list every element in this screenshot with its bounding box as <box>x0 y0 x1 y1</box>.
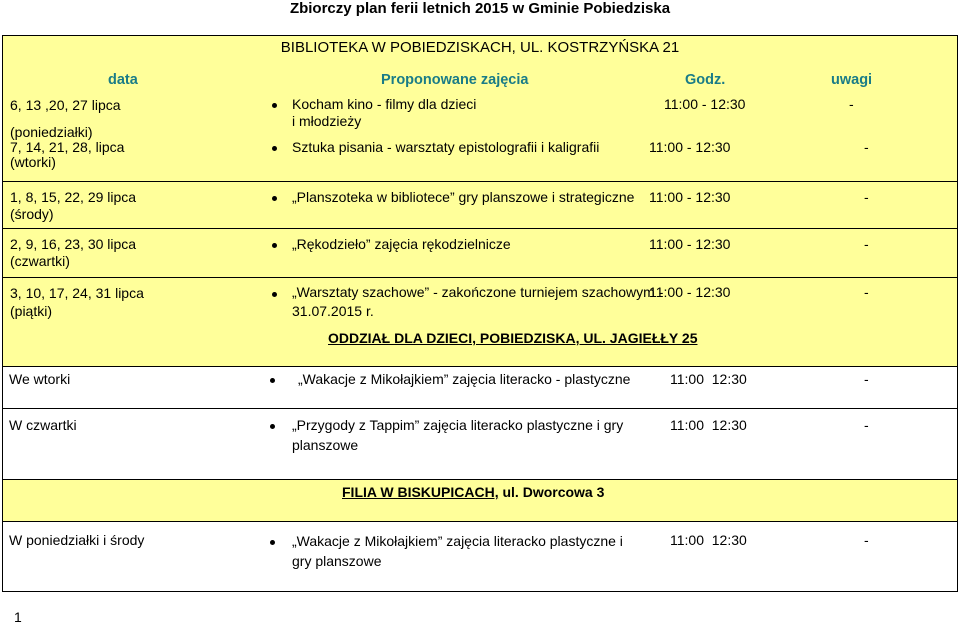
activity-title: „Warsztaty szachowe” - zakończone turniejem szachowym - <box>292 284 664 300</box>
library-section <box>2 35 958 368</box>
bullet-icon <box>272 103 277 108</box>
activity-notes: - <box>864 417 869 433</box>
bullet-icon <box>270 540 275 545</box>
activity-notes: - <box>864 371 869 387</box>
branch-heading-address: ul. Dworcowa 3 <box>498 484 605 500</box>
row-date: W poniedziałki i środy <box>9 532 145 548</box>
activity-time: 11:00 12:30 <box>670 417 747 433</box>
activity-title: „Rękodzieło” zajęcia rękodzielnicze <box>292 236 511 252</box>
activity-title: „Wakacje z Mikołajkiem” zajęcia literacko plastyczne i <box>292 533 623 549</box>
bullet-icon <box>272 196 277 201</box>
row-date: 6, 13 ,20, 27 lipca <box>10 97 121 113</box>
schedule-row <box>2 408 958 481</box>
activity-notes: - <box>864 189 869 205</box>
activity-title: „Przygody z Tappim” zajęcia literacko plastyczne i gry <box>292 417 624 433</box>
activity-time: 11:00 - 12:30 <box>649 236 731 252</box>
column-header-activities: Proponowane zajęcia <box>381 72 529 88</box>
row-divider <box>3 277 957 278</box>
activity-title-cont: gry planszowe <box>292 553 382 569</box>
branch-banner <box>2 479 958 523</box>
section-heading: BIBLIOTEKA W POBIEDZISKACH, UL. KOSTRZYŃSKA 21 <box>280 39 680 56</box>
row-date: 1, 8, 15, 22, 29 lipca <box>10 189 137 205</box>
activity-title: Sztuka pisania - warsztaty epistolografii i kaligrafii <box>292 139 600 155</box>
page-number: 1 <box>14 609 22 625</box>
row-date-note: (poniedziałki) <box>10 124 93 140</box>
row-date: W czwartki <box>9 417 77 433</box>
activity-time: 11:00 - 12:30 <box>664 96 746 112</box>
row-date: We wtorki <box>9 371 71 387</box>
row-date-note: (wtorki) <box>10 154 56 170</box>
row-divider <box>3 228 957 229</box>
activity-notes: - <box>864 284 869 300</box>
bullet-icon <box>270 378 275 383</box>
bullet-icon <box>272 292 277 297</box>
row-date-note: (czwartki) <box>10 253 70 269</box>
row-date: 2, 9, 16, 23, 30 lipca <box>10 236 137 252</box>
activity-time: 11:00 - 12:30 <box>649 189 731 205</box>
column-header-time: Godz. <box>685 72 726 88</box>
row-date: 3, 10, 17, 24, 31 lipca <box>10 285 144 301</box>
branch-heading <box>342 484 604 500</box>
activity-notes: - <box>849 96 854 112</box>
row-date: 7, 14, 21, 28, lipca <box>10 139 125 155</box>
activity-time: 11:00 12:30 <box>670 532 747 548</box>
activity-title-cont: planszowe <box>292 437 359 453</box>
activity-notes: - <box>864 532 869 548</box>
schedule-row <box>2 366 958 410</box>
activity-title: Kocham kino - filmy dla dzieci <box>292 96 477 112</box>
document-title: Zbiorczy plan ferii letnich 2015 w Gminie Pobiedziska <box>289 0 671 17</box>
column-header-notes: uwagi <box>831 72 873 88</box>
activity-time: 11:00 - 12:30 <box>649 139 731 155</box>
activity-title: „Planszoteka w bibliotece” gry planszowe i strategiczne <box>292 189 635 205</box>
row-date-note: (środy) <box>10 206 54 222</box>
activity-time: 11:00 12:30 <box>670 371 747 387</box>
schedule-row <box>2 521 958 592</box>
activity-title-cont: i młodzieży <box>292 113 362 129</box>
row-divider <box>3 181 957 182</box>
bullet-icon <box>272 243 277 248</box>
row-date-note: (piątki) <box>10 303 53 319</box>
column-header-date: data <box>108 72 138 88</box>
activity-notes: - <box>864 139 869 155</box>
activity-time: 11:00 - 12:30 <box>649 284 731 300</box>
bullet-icon <box>272 146 277 151</box>
activity-title: „Wakacje z Mikołajkiem” zajęcia literacko - plastyczne <box>298 371 631 387</box>
activity-title-cont: 31.07.2015 r. <box>292 303 374 319</box>
activity-notes: - <box>864 236 869 252</box>
branch-heading-name: FILIA W BISKUPICACH, <box>342 484 499 500</box>
branch-heading: ODDZIAŁ DLA DZIECI, POBIEDZISKA, UL. JAGIEŁŁY 25 <box>328 330 698 346</box>
bullet-icon <box>270 424 275 429</box>
